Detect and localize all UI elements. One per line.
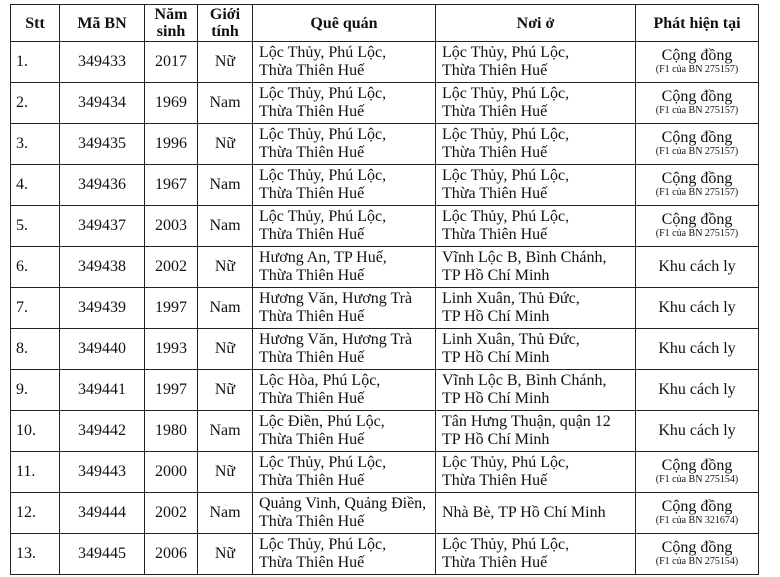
hometown-line2: Thừa Thiên Huế bbox=[259, 431, 365, 448]
cell-birth-year: 2002 bbox=[145, 493, 198, 534]
cell-gender: Nữ bbox=[198, 452, 253, 493]
hometown-line1: Hương An, TP Huế, bbox=[259, 249, 387, 266]
hometown-line1: Lộc Thủy, Phú Lộc, bbox=[259, 126, 387, 143]
residence-line2: Thừa Thiên Huế bbox=[442, 226, 548, 243]
header-gioi-tinh-line1: Giới bbox=[209, 6, 241, 23]
header-gioi-tinh bbox=[198, 5, 253, 42]
detection-source-note: (F1 của BN 275157) bbox=[655, 64, 739, 75]
residence-line1: Linh Xuân, Thủ Đức, bbox=[442, 290, 580, 307]
cell-birth-year: 1997 bbox=[145, 288, 198, 329]
residence-line2: TP Hồ Chí Minh bbox=[442, 349, 550, 366]
cell-residence bbox=[436, 534, 636, 575]
residence-line2: TP Hồ Chí Minh bbox=[442, 308, 550, 325]
hometown-line1: Quảng Vinh, Quảng Điền, bbox=[259, 495, 427, 512]
residence-line1: Nhà Bè, TP Hồ Chí Minh bbox=[442, 504, 606, 521]
cell-detected-at bbox=[636, 288, 759, 329]
cell-residence bbox=[436, 493, 636, 534]
residence-line1: Lộc Thủy, Phú Lộc, bbox=[442, 44, 570, 61]
cell-residence bbox=[436, 83, 636, 124]
cell-gender: Nữ bbox=[198, 329, 253, 370]
cell-hometown bbox=[253, 411, 436, 452]
cell-hometown bbox=[253, 247, 436, 288]
hometown-line1: Lộc Thủy, Phú Lộc, bbox=[259, 454, 387, 471]
detection-source-note: (F1 của BN 275154) bbox=[655, 556, 739, 567]
residence-line1: Vĩnh Lộc B, Bình Chánh, bbox=[442, 372, 607, 389]
detection-place: Cộng đồng bbox=[661, 170, 733, 187]
hometown-line2: Thừa Thiên Huế bbox=[259, 308, 365, 325]
cell-stt: 8. bbox=[11, 329, 60, 370]
header-nam-sinh-line1: Năm bbox=[154, 6, 188, 23]
cell-detected-at bbox=[636, 165, 759, 206]
cell-patient-id: 349435 bbox=[60, 124, 145, 165]
cell-detected-at bbox=[636, 329, 759, 370]
detection-place: Khu cách ly bbox=[658, 381, 736, 398]
cell-stt: 6. bbox=[11, 247, 60, 288]
cell-detected-at bbox=[636, 534, 759, 575]
hometown-line2: Thừa Thiên Huế bbox=[259, 390, 365, 407]
table-row bbox=[11, 165, 759, 206]
cell-birth-year: 2006 bbox=[145, 534, 198, 575]
header-nam-sinh bbox=[145, 5, 198, 42]
detection-place: Cộng đồng bbox=[661, 211, 733, 228]
header-phat-hien: Phát hiện tại bbox=[636, 5, 759, 42]
cell-hometown bbox=[253, 493, 436, 534]
cell-stt: 2. bbox=[11, 83, 60, 124]
residence-line1: Lộc Thủy, Phú Lộc, bbox=[442, 454, 570, 471]
detection-place: Cộng đồng bbox=[661, 498, 733, 515]
cell-patient-id: 349439 bbox=[60, 288, 145, 329]
hometown-line1: Lộc Thủy, Phú Lộc, bbox=[259, 536, 387, 553]
cell-residence bbox=[436, 165, 636, 206]
cell-hometown bbox=[253, 206, 436, 247]
residence-line2: Thừa Thiên Huế bbox=[442, 185, 548, 202]
cell-patient-id: 349442 bbox=[60, 411, 145, 452]
detection-place: Cộng đồng bbox=[661, 129, 733, 146]
hometown-line1: Lộc Thủy, Phú Lộc, bbox=[259, 44, 387, 61]
detection-place: Khu cách ly bbox=[658, 422, 736, 439]
detection-source-note: (F1 của BN 321674) bbox=[655, 515, 739, 526]
cell-residence bbox=[436, 288, 636, 329]
hometown-line2: Thừa Thiên Huế bbox=[259, 103, 365, 120]
table-row bbox=[11, 288, 759, 329]
header-ma-bn: Mã BN bbox=[60, 5, 145, 42]
cell-residence bbox=[436, 329, 636, 370]
residence-line2: Thừa Thiên Huế bbox=[442, 103, 548, 120]
hometown-line1: Hương Văn, Hương Trà bbox=[259, 290, 413, 307]
cell-stt: 5. bbox=[11, 206, 60, 247]
residence-line1: Linh Xuân, Thủ Đức, bbox=[442, 331, 580, 348]
cell-gender: Nữ bbox=[198, 42, 253, 83]
cell-patient-id: 349436 bbox=[60, 165, 145, 206]
cell-stt: 13. bbox=[11, 534, 60, 575]
cell-gender: Nam bbox=[198, 206, 253, 247]
cell-stt: 10. bbox=[11, 411, 60, 452]
cell-birth-year: 2000 bbox=[145, 452, 198, 493]
residence-line2: TP Hồ Chí Minh bbox=[442, 390, 550, 407]
table-row bbox=[11, 329, 759, 370]
detection-place: Cộng đồng bbox=[661, 457, 733, 474]
hometown-line2: Thừa Thiên Huế bbox=[259, 554, 365, 571]
residence-line2: TP Hồ Chí Minh bbox=[442, 267, 550, 284]
detection-source-note: (F1 của BN 275154) bbox=[655, 474, 739, 485]
cell-patient-id: 349444 bbox=[60, 493, 145, 534]
cell-residence bbox=[436, 206, 636, 247]
cell-gender: Nữ bbox=[198, 534, 253, 575]
hometown-line2: Thừa Thiên Huế bbox=[259, 472, 365, 489]
cell-detected-at bbox=[636, 83, 759, 124]
cell-hometown bbox=[253, 165, 436, 206]
hometown-line2: Thừa Thiên Huế bbox=[259, 349, 365, 366]
detection-source-note: (F1 của BN 275157) bbox=[655, 228, 739, 239]
cell-birth-year: 1993 bbox=[145, 329, 198, 370]
patient-table-container bbox=[10, 4, 759, 575]
residence-line2: Thừa Thiên Huế bbox=[442, 144, 548, 161]
table-row bbox=[11, 124, 759, 165]
cell-hometown bbox=[253, 124, 436, 165]
cell-gender: Nữ bbox=[198, 247, 253, 288]
hometown-line1: Lộc Thủy, Phú Lộc, bbox=[259, 167, 387, 184]
cell-detected-at bbox=[636, 247, 759, 288]
cell-birth-year: 2002 bbox=[145, 247, 198, 288]
header-gioi-tinh-line2: tính bbox=[211, 23, 239, 40]
cell-patient-id: 349443 bbox=[60, 452, 145, 493]
cell-residence bbox=[436, 411, 636, 452]
residence-line2: TP Hồ Chí Minh bbox=[442, 431, 550, 448]
hometown-line2: Thừa Thiên Huế bbox=[259, 62, 365, 79]
cell-patient-id: 349437 bbox=[60, 206, 145, 247]
cell-birth-year: 1996 bbox=[145, 124, 198, 165]
cell-residence bbox=[436, 42, 636, 83]
cell-patient-id: 349433 bbox=[60, 42, 145, 83]
cell-birth-year: 1969 bbox=[145, 83, 198, 124]
cell-gender: Nam bbox=[198, 493, 253, 534]
hometown-line2: Thừa Thiên Huế bbox=[259, 185, 365, 202]
table-row bbox=[11, 370, 759, 411]
detection-place: Cộng đồng bbox=[661, 539, 733, 556]
detection-place: Khu cách ly bbox=[658, 258, 736, 275]
cell-patient-id: 349438 bbox=[60, 247, 145, 288]
cell-detected-at bbox=[636, 370, 759, 411]
residence-line1: Vĩnh Lộc B, Bình Chánh, bbox=[442, 249, 607, 266]
cell-patient-id: 349434 bbox=[60, 83, 145, 124]
cell-birth-year: 2017 bbox=[145, 42, 198, 83]
residence-line1: Tân Hưng Thuận, quận 12 bbox=[442, 413, 611, 430]
cell-gender: Nam bbox=[198, 83, 253, 124]
table-row bbox=[11, 411, 759, 452]
cell-stt: 7. bbox=[11, 288, 60, 329]
residence-line1: Lộc Thủy, Phú Lộc, bbox=[442, 208, 570, 225]
table-row bbox=[11, 452, 759, 493]
cell-residence bbox=[436, 370, 636, 411]
cell-stt: 4. bbox=[11, 165, 60, 206]
hometown-line1: Lộc Thủy, Phú Lộc, bbox=[259, 85, 387, 102]
cell-birth-year: 1997 bbox=[145, 370, 198, 411]
patient-table bbox=[10, 4, 759, 575]
hometown-line1: Lộc Hòa, Phú Lộc, bbox=[259, 372, 381, 389]
cell-patient-id: 349441 bbox=[60, 370, 145, 411]
cell-hometown bbox=[253, 83, 436, 124]
table-row bbox=[11, 83, 759, 124]
cell-detected-at bbox=[636, 452, 759, 493]
hometown-line2: Thừa Thiên Huế bbox=[259, 226, 365, 243]
hometown-line1: Lộc Thủy, Phú Lộc, bbox=[259, 208, 387, 225]
cell-birth-year: 2003 bbox=[145, 206, 198, 247]
cell-patient-id: 349440 bbox=[60, 329, 145, 370]
header-noi-o: Nơi ở bbox=[436, 5, 636, 42]
cell-stt: 9. bbox=[11, 370, 60, 411]
detection-place: Khu cách ly bbox=[658, 299, 736, 316]
table-row bbox=[11, 247, 759, 288]
hometown-line2: Thừa Thiên Huế bbox=[259, 144, 365, 161]
residence-line1: Lộc Thủy, Phú Lộc, bbox=[442, 85, 570, 102]
residence-line1: Lộc Thủy, Phú Lộc, bbox=[442, 167, 570, 184]
cell-detected-at bbox=[636, 124, 759, 165]
detection-place: Cộng đồng bbox=[661, 88, 733, 105]
cell-gender: Nữ bbox=[198, 124, 253, 165]
cell-hometown bbox=[253, 329, 436, 370]
header-nam-sinh-line2: sinh bbox=[156, 23, 186, 40]
detection-source-note: (F1 của BN 275157) bbox=[655, 187, 739, 198]
residence-line2: Thừa Thiên Huế bbox=[442, 554, 548, 571]
table-row bbox=[11, 534, 759, 575]
header-que-quan: Quê quán bbox=[253, 5, 436, 42]
hometown-line1: Hương Văn, Hương Trà bbox=[259, 331, 413, 348]
cell-birth-year: 1967 bbox=[145, 165, 198, 206]
detection-place: Khu cách ly bbox=[658, 340, 736, 357]
hometown-line2: Thừa Thiên Huế bbox=[259, 267, 365, 284]
header-stt: Stt bbox=[11, 5, 60, 42]
cell-detected-at bbox=[636, 42, 759, 83]
cell-hometown bbox=[253, 288, 436, 329]
cell-stt: 3. bbox=[11, 124, 60, 165]
hometown-line1: Lộc Điền, Phú Lộc, bbox=[259, 413, 385, 430]
cell-residence bbox=[436, 247, 636, 288]
cell-detected-at bbox=[636, 493, 759, 534]
table-row bbox=[11, 206, 759, 247]
cell-gender: Nữ bbox=[198, 370, 253, 411]
cell-gender: Nam bbox=[198, 288, 253, 329]
cell-gender: Nam bbox=[198, 411, 253, 452]
residence-line1: Lộc Thủy, Phú Lộc, bbox=[442, 126, 570, 143]
residence-line2: Thừa Thiên Huế bbox=[442, 62, 548, 79]
cell-patient-id: 349445 bbox=[60, 534, 145, 575]
residence-line2: Thừa Thiên Huế bbox=[442, 472, 548, 489]
cell-stt: 1. bbox=[11, 42, 60, 83]
cell-gender: Nam bbox=[198, 165, 253, 206]
cell-hometown bbox=[253, 452, 436, 493]
cell-hometown bbox=[253, 42, 436, 83]
cell-residence bbox=[436, 452, 636, 493]
table-row bbox=[11, 42, 759, 83]
cell-detected-at bbox=[636, 206, 759, 247]
table-row bbox=[11, 493, 759, 534]
detection-place: Cộng đồng bbox=[661, 47, 733, 64]
cell-detected-at bbox=[636, 411, 759, 452]
residence-line1: Lộc Thủy, Phú Lộc, bbox=[442, 536, 570, 553]
detection-source-note: (F1 của BN 275157) bbox=[655, 146, 739, 157]
detection-source-note: (F1 của BN 275157) bbox=[655, 105, 739, 116]
cell-birth-year: 1980 bbox=[145, 411, 198, 452]
cell-hometown bbox=[253, 370, 436, 411]
cell-stt: 11. bbox=[11, 452, 60, 493]
hometown-line2: Thừa Thiên Huế bbox=[259, 513, 365, 530]
cell-residence bbox=[436, 124, 636, 165]
header-row bbox=[11, 5, 759, 42]
table-body bbox=[11, 42, 759, 575]
cell-stt: 12. bbox=[11, 493, 60, 534]
cell-hometown bbox=[253, 534, 436, 575]
